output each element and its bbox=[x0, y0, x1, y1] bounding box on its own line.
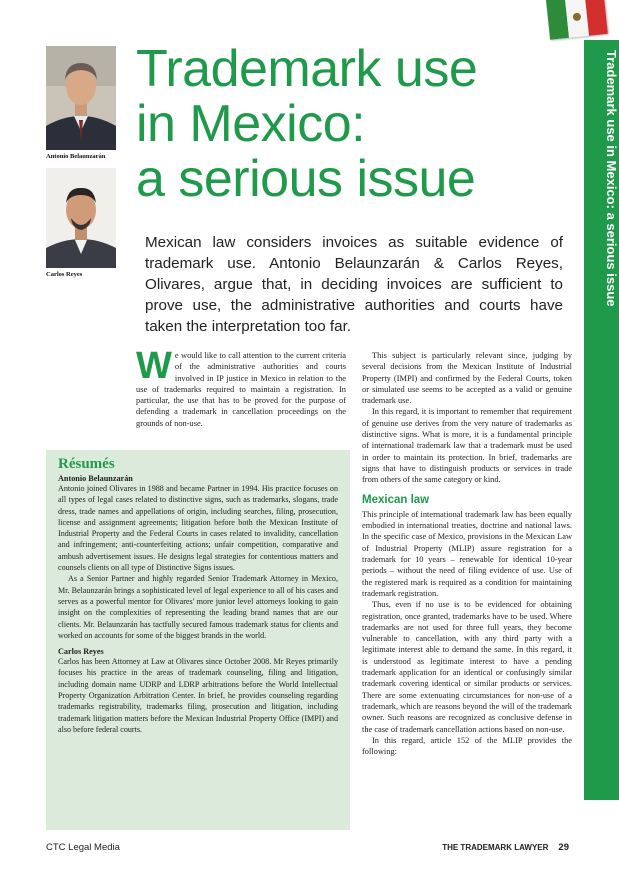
page-number: 29 bbox=[558, 842, 569, 853]
side-title: Trademark use in Mexico: a serious issue bbox=[604, 50, 619, 307]
body-paragraph-3: This principle of international trademark law has been equally embodied in international treaties, doctrine and national laws. In the specific case of Mexico, provisions in the Mexican Law of Industrial Property (MLIP) assure registration for a trademark for 10 years – renewable for identical 10-year periods – without the need of filing evidence of use. Use of the registered mark is required as a condition for maintaining trademark registration. bbox=[362, 509, 572, 598]
body-paragraph-1: This subject is particularly relevant since, judging by several decisions from the Mexican Institute of Industrial Property (IMPI) and confirmed by the Federal Courts, token or simulated use seems to be accepted as a valid or genuine trademark use. bbox=[362, 351, 572, 406]
right-column bbox=[362, 350, 572, 757]
resumes-box bbox=[46, 450, 350, 830]
resume-name-carlos: Carlos Reyes bbox=[58, 647, 104, 657]
resume-name-antonio: Antonio Belaunzarán bbox=[58, 474, 133, 483]
body-paragraph-4: Thus, even if no use is to be evidenced for obtaining registration, once granted, trademarks have to be used. Where trademarks are not used for three full years, they become vulnerable to cancellation, with any third party with a legitimate interest able to demand the same. In this regard, it is understood as legitimate interest to have a pending trademark application for an identical or confusingly similar trademark covering identical or similar products or services. There are some extenuating circumstances for non-use of a trademark, which are reasons beyond the will of the trademark owner. Such reasons are recognized as conclusive defense in the case of trademark cancellation actions based on non-use. bbox=[362, 600, 572, 734]
resume-carlos-p1: Carlos has been Attorney at Law at Olivares since October 2008. Mr Reyes primarily focuses his practice in the areas of trademark counseling, filing and litigation, including domain name UDRP and LDRP arbitrations before the World Intellectual Property Organization Arbitration Center. In brief, he provides counseling regarding trademarks registrability, trademarks filing, prosecution and litigation, including trademark litigation matters before the Mexican Industrial Property Office (IMPI) and also before federal courts. bbox=[58, 657, 338, 734]
title-line-1: Trademark use bbox=[136, 40, 478, 98]
portrait-carlos bbox=[46, 168, 116, 268]
mexico-flag-icon bbox=[546, 0, 608, 40]
body-paragraph-2: In this regard, it is important to remember that requirement of genuine use derives from the very nature of trademarks as distinctive signs. What is more, it is a fundamental principle of international trademark law that a trademark must be used in order to maintain its protection. In brief, trademarks are signs that have to distinguish products or services in trade from others of the same category or kind. bbox=[362, 407, 572, 485]
resume-antonio-p2: As a Senior Partner and highly regarded Senior Trademark Attorney in Mexico, Mr. Belaunzarán brings a sophisticated level of legal experience to all of his cases and serves as a powerful mentor for Olivares' more junior level attorneys looking to gain insight on the complexities of representing the leading brand names that are our clients. Mr. Belaunzarán has tactfully secured famous trademark status for clients and worked on accounts for some of the biggest brands in the world. bbox=[58, 574, 338, 640]
footer-magazine bbox=[442, 842, 569, 853]
intro-text: e would like to call attention to the current criteria of the administrative authorities and courts involved in IP justice in Mexico in relation to the use of trademarks required to maintain a registration. In particular, the use that has to be proved for the purpose of defending a trademark in cancellation proceedings on the grounds of non-use. bbox=[136, 351, 346, 428]
section-heading-mexican-law: Mexican law bbox=[362, 493, 430, 506]
body-paragraph-5: In this regard, article 152 of the MLIP provides the following: bbox=[362, 735, 572, 757]
title-line-2: in Mexico: bbox=[136, 95, 366, 153]
drop-cap: W bbox=[136, 345, 172, 387]
resume-antonio-p1: Antonio joined Olivares in 1988 and became Partner in 1994. His practice focuses on all types of legal cases related to distinctive signs, such as trademarks, slogans, trade dress, trade names and appellations of origin, including searches, filing, prosecution, license and assignment agreements; litigation before both the Mexican Institute of Industrial Property and the Federal Courts in cases related to invalidity, cancellation and infringement; anti-counterfeiting actions; unfair competition, comparative and ambush advertisement issues. He designs legal strategies for contentious matters and counsels clients on all type of Distinctive Signs issues. bbox=[58, 484, 338, 573]
standfirst: Mexican law considers invoices as suitable evidence of trademark use. Antonio Belaunzarán & Carlos Reyes, Olivares, argue that, in deciding invoices are sufficient to prove use, the administrative authorities and courts have taken the interpretation too far. bbox=[145, 234, 563, 335]
intro-column bbox=[136, 345, 346, 429]
intro-paragraph bbox=[136, 345, 346, 429]
resumes-heading: Résumés bbox=[58, 456, 115, 472]
photo-caption-carlos: Carlos Reyes bbox=[46, 271, 83, 278]
photo-caption-antonio: Antonio Belaunzarán bbox=[46, 153, 106, 160]
article-title bbox=[136, 42, 477, 207]
portrait-antonio bbox=[46, 46, 116, 150]
side-title-bar bbox=[584, 40, 619, 800]
footer-publisher: CTC Legal Media bbox=[46, 842, 120, 853]
footer-magazine-name: THE TRADEMARK LAWYER bbox=[442, 843, 549, 852]
title-line-3: a serious issue bbox=[136, 150, 476, 208]
